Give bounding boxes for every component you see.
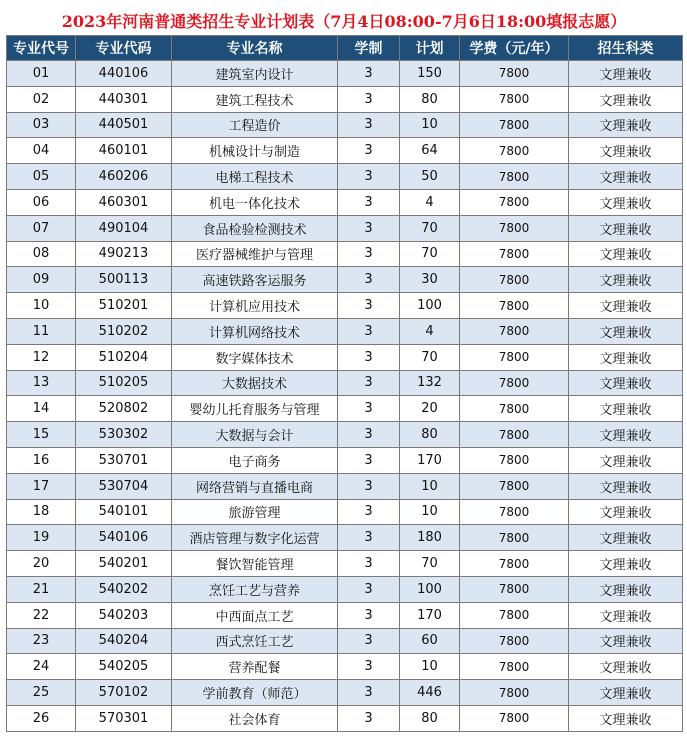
major-code-cell: 510202 xyxy=(76,318,172,344)
tuition-cell: 7800 xyxy=(460,473,569,499)
tuition-cell: 7800 xyxy=(460,318,569,344)
major-code-cell: 490104 xyxy=(76,215,172,241)
plan-count-cell: 20 xyxy=(400,396,460,422)
plan-count-cell: 50 xyxy=(400,164,460,190)
major-number-cell: 21 xyxy=(7,576,76,602)
table-row xyxy=(7,628,683,654)
major-code-cell: 490213 xyxy=(76,241,172,267)
category-cell: 文理兼收 xyxy=(569,447,683,473)
category-cell: 文理兼收 xyxy=(569,628,683,654)
major-number-cell: 19 xyxy=(7,525,76,551)
category-cell: 文理兼收 xyxy=(569,370,683,396)
major-number-cell: 11 xyxy=(7,318,76,344)
major-name-cell: 工程造价 xyxy=(172,112,338,138)
major-code-cell: 570102 xyxy=(76,680,172,706)
plan-count-cell: 70 xyxy=(400,241,460,267)
category-cell: 文理兼收 xyxy=(569,267,683,293)
major-number-cell: 17 xyxy=(7,473,76,499)
duration-cell: 3 xyxy=(338,576,400,602)
duration-cell: 3 xyxy=(338,473,400,499)
plan-count-cell: 60 xyxy=(400,628,460,654)
header-category: 招生科类 xyxy=(569,36,683,61)
duration-cell: 3 xyxy=(338,551,400,577)
plan-count-cell: 70 xyxy=(400,215,460,241)
major-number-cell: 01 xyxy=(7,61,76,87)
major-name-cell: 学前教育（师范） xyxy=(172,680,338,706)
duration-cell: 3 xyxy=(338,680,400,706)
category-cell: 文理兼收 xyxy=(569,86,683,112)
major-name-cell: 机电一体化技术 xyxy=(172,189,338,215)
plan-count-cell: 10 xyxy=(400,112,460,138)
major-name-cell: 食品检验检测技术 xyxy=(172,215,338,241)
tuition-cell: 7800 xyxy=(460,654,569,680)
major-name-cell: 社会体育 xyxy=(172,705,338,731)
tuition-cell: 7800 xyxy=(460,164,569,190)
duration-cell: 3 xyxy=(338,189,400,215)
major-name-cell: 餐饮智能管理 xyxy=(172,551,338,577)
major-code-cell: 440501 xyxy=(76,112,172,138)
major-code-cell: 540201 xyxy=(76,551,172,577)
plan-count-cell: 64 xyxy=(400,138,460,164)
tuition-cell: 7800 xyxy=(460,189,569,215)
major-name-cell: 网络营销与直播电商 xyxy=(172,473,338,499)
duration-cell: 3 xyxy=(338,267,400,293)
table-row xyxy=(7,680,683,706)
major-name-cell: 机械设计与制造 xyxy=(172,138,338,164)
tuition-cell: 7800 xyxy=(460,138,569,164)
major-name-cell: 计算机应用技术 xyxy=(172,293,338,319)
table-body xyxy=(7,61,683,732)
duration-cell: 3 xyxy=(338,138,400,164)
tuition-cell: 7800 xyxy=(460,628,569,654)
duration-cell: 3 xyxy=(338,112,400,138)
table-row xyxy=(7,705,683,731)
major-code-cell: 440301 xyxy=(76,86,172,112)
table-row xyxy=(7,473,683,499)
major-number-cell: 22 xyxy=(7,602,76,628)
table-row xyxy=(7,164,683,190)
tuition-cell: 7800 xyxy=(460,86,569,112)
tuition-cell: 7800 xyxy=(460,576,569,602)
table-row xyxy=(7,215,683,241)
major-code-cell: 530302 xyxy=(76,422,172,448)
tuition-cell: 7800 xyxy=(460,422,569,448)
plan-count-cell: 80 xyxy=(400,86,460,112)
major-name-cell: 烹饪工艺与营养 xyxy=(172,576,338,602)
major-name-cell: 大数据技术 xyxy=(172,370,338,396)
major-name-cell: 高速铁路客运服务 xyxy=(172,267,338,293)
duration-cell: 3 xyxy=(338,293,400,319)
category-cell: 文理兼收 xyxy=(569,215,683,241)
major-code-cell: 530701 xyxy=(76,447,172,473)
table-title: 2023年河南普通类招生专业计划表（7月4日08:00-7月6日18:00填报志愿） xyxy=(61,12,627,31)
major-name-cell: 旅游管理 xyxy=(172,499,338,525)
table-header xyxy=(7,36,683,61)
category-cell: 文理兼收 xyxy=(569,318,683,344)
table-row xyxy=(7,241,683,267)
table-row xyxy=(7,318,683,344)
plan-count-cell: 10 xyxy=(400,654,460,680)
tuition-cell: 7800 xyxy=(460,447,569,473)
table-row xyxy=(7,525,683,551)
category-cell: 文理兼收 xyxy=(569,293,683,319)
major-name-cell: 建筑工程技术 xyxy=(172,86,338,112)
major-number-cell: 02 xyxy=(7,86,76,112)
major-number-cell: 20 xyxy=(7,551,76,577)
duration-cell: 3 xyxy=(338,654,400,680)
duration-cell: 3 xyxy=(338,318,400,344)
plan-count-cell: 4 xyxy=(400,189,460,215)
major-number-cell: 09 xyxy=(7,267,76,293)
major-code-cell: 540204 xyxy=(76,628,172,654)
major-name-cell: 电子商务 xyxy=(172,447,338,473)
category-cell: 文理兼收 xyxy=(569,422,683,448)
duration-cell: 3 xyxy=(338,241,400,267)
tuition-cell: 7800 xyxy=(460,112,569,138)
table-row xyxy=(7,189,683,215)
plan-count-cell: 80 xyxy=(400,705,460,731)
major-code-cell: 540202 xyxy=(76,576,172,602)
header-plan: 计划 xyxy=(400,36,460,61)
category-cell: 文理兼收 xyxy=(569,241,683,267)
major-code-cell: 440106 xyxy=(76,61,172,87)
major-name-cell: 婴幼儿托育服务与管理 xyxy=(172,396,338,422)
major-name-cell: 数字媒体技术 xyxy=(172,344,338,370)
tuition-cell: 7800 xyxy=(460,61,569,87)
major-code-cell: 510205 xyxy=(76,370,172,396)
category-cell: 文理兼收 xyxy=(569,189,683,215)
major-code-cell: 460206 xyxy=(76,164,172,190)
major-name-cell: 酒店管理与数字化运营 xyxy=(172,525,338,551)
category-cell: 文理兼收 xyxy=(569,61,683,87)
category-cell: 文理兼收 xyxy=(569,138,683,164)
major-code-cell: 540203 xyxy=(76,602,172,628)
table-row xyxy=(7,138,683,164)
tuition-cell: 7800 xyxy=(460,499,569,525)
plan-count-cell: 30 xyxy=(400,267,460,293)
table-row xyxy=(7,293,683,319)
tuition-cell: 7800 xyxy=(460,344,569,370)
major-name-cell: 医疗器械维护与管理 xyxy=(172,241,338,267)
category-cell: 文理兼收 xyxy=(569,112,683,138)
major-number-cell: 04 xyxy=(7,138,76,164)
major-code-cell: 570301 xyxy=(76,705,172,731)
duration-cell: 3 xyxy=(338,447,400,473)
major-number-cell: 08 xyxy=(7,241,76,267)
duration-cell: 3 xyxy=(338,344,400,370)
table-row xyxy=(7,61,683,87)
category-cell: 文理兼收 xyxy=(569,551,683,577)
plan-count-cell: 150 xyxy=(400,61,460,87)
table-row xyxy=(7,654,683,680)
major-code-cell: 510201 xyxy=(76,293,172,319)
category-cell: 文理兼收 xyxy=(569,602,683,628)
major-name-cell: 大数据与会计 xyxy=(172,422,338,448)
duration-cell: 3 xyxy=(338,422,400,448)
major-name-cell: 西式烹饪工艺 xyxy=(172,628,338,654)
major-code-cell: 510204 xyxy=(76,344,172,370)
plan-count-cell: 100 xyxy=(400,576,460,602)
plan-count-cell: 170 xyxy=(400,602,460,628)
header-tuition: 学费（元/年） xyxy=(460,36,569,61)
tuition-cell: 7800 xyxy=(460,525,569,551)
table-row xyxy=(7,86,683,112)
plan-count-cell: 10 xyxy=(400,473,460,499)
enrollment-plan-table xyxy=(6,35,683,732)
tuition-cell: 7800 xyxy=(460,396,569,422)
major-name-cell: 电梯工程技术 xyxy=(172,164,338,190)
major-name-cell: 中西面点工艺 xyxy=(172,602,338,628)
major-code-cell: 540106 xyxy=(76,525,172,551)
major-code-cell: 460101 xyxy=(76,138,172,164)
major-number-cell: 10 xyxy=(7,293,76,319)
duration-cell: 3 xyxy=(338,525,400,551)
table-row xyxy=(7,576,683,602)
major-name-cell: 计算机网络技术 xyxy=(172,318,338,344)
major-code-cell: 530704 xyxy=(76,473,172,499)
header-major-code: 专业代码 xyxy=(76,36,172,61)
plan-count-cell: 132 xyxy=(400,370,460,396)
category-cell: 文理兼收 xyxy=(569,344,683,370)
major-code-cell: 500113 xyxy=(76,267,172,293)
plan-count-cell: 80 xyxy=(400,422,460,448)
header-major-name: 专业名称 xyxy=(172,36,338,61)
major-number-cell: 12 xyxy=(7,344,76,370)
duration-cell: 3 xyxy=(338,705,400,731)
major-number-cell: 26 xyxy=(7,705,76,731)
major-code-cell: 460301 xyxy=(76,189,172,215)
major-number-cell: 06 xyxy=(7,189,76,215)
duration-cell: 3 xyxy=(338,370,400,396)
table-row xyxy=(7,344,683,370)
plan-count-cell: 446 xyxy=(400,680,460,706)
duration-cell: 3 xyxy=(338,396,400,422)
duration-cell: 3 xyxy=(338,164,400,190)
category-cell: 文理兼收 xyxy=(569,164,683,190)
header-duration: 学制 xyxy=(338,36,400,61)
duration-cell: 3 xyxy=(338,602,400,628)
major-number-cell: 18 xyxy=(7,499,76,525)
tuition-cell: 7800 xyxy=(460,370,569,396)
major-name-cell: 营养配餐 xyxy=(172,654,338,680)
duration-cell: 3 xyxy=(338,628,400,654)
plan-count-cell: 100 xyxy=(400,293,460,319)
table-row xyxy=(7,422,683,448)
tuition-cell: 7800 xyxy=(460,680,569,706)
duration-cell: 3 xyxy=(338,61,400,87)
tuition-cell: 7800 xyxy=(460,602,569,628)
plan-count-cell: 70 xyxy=(400,551,460,577)
duration-cell: 3 xyxy=(338,499,400,525)
major-code-cell: 540101 xyxy=(76,499,172,525)
major-number-cell: 23 xyxy=(7,628,76,654)
tuition-cell: 7800 xyxy=(460,705,569,731)
category-cell: 文理兼收 xyxy=(569,396,683,422)
duration-cell: 3 xyxy=(338,86,400,112)
tuition-cell: 7800 xyxy=(460,267,569,293)
category-cell: 文理兼收 xyxy=(569,499,683,525)
table-row xyxy=(7,447,683,473)
category-cell: 文理兼收 xyxy=(569,576,683,602)
category-cell: 文理兼收 xyxy=(569,473,683,499)
category-cell: 文理兼收 xyxy=(569,680,683,706)
tuition-cell: 7800 xyxy=(460,551,569,577)
tuition-cell: 7800 xyxy=(460,215,569,241)
major-number-cell: 07 xyxy=(7,215,76,241)
table-row xyxy=(7,112,683,138)
major-number-cell: 05 xyxy=(7,164,76,190)
major-number-cell: 14 xyxy=(7,396,76,422)
category-cell: 文理兼收 xyxy=(569,654,683,680)
category-cell: 文理兼收 xyxy=(569,525,683,551)
plan-count-cell: 70 xyxy=(400,344,460,370)
major-number-cell: 13 xyxy=(7,370,76,396)
category-cell: 文理兼收 xyxy=(569,705,683,731)
duration-cell: 3 xyxy=(338,215,400,241)
tuition-cell: 7800 xyxy=(460,241,569,267)
major-number-cell: 15 xyxy=(7,422,76,448)
table-row xyxy=(7,602,683,628)
plan-count-cell: 10 xyxy=(400,499,460,525)
major-code-cell: 540205 xyxy=(76,654,172,680)
enrollment-plan-sheet xyxy=(6,9,682,732)
table-row xyxy=(7,499,683,525)
major-code-cell: 520802 xyxy=(76,396,172,422)
major-number-cell: 03 xyxy=(7,112,76,138)
header-row xyxy=(7,36,683,61)
table-row xyxy=(7,396,683,422)
table-row xyxy=(7,551,683,577)
header-major-number: 专业代号 xyxy=(7,36,76,61)
plan-count-cell: 4 xyxy=(400,318,460,344)
plan-count-cell: 170 xyxy=(400,447,460,473)
tuition-cell: 7800 xyxy=(460,293,569,319)
table-row xyxy=(7,267,683,293)
major-number-cell: 25 xyxy=(7,680,76,706)
major-name-cell: 建筑室内设计 xyxy=(172,61,338,87)
major-number-cell: 16 xyxy=(7,447,76,473)
table-row xyxy=(7,370,683,396)
major-number-cell: 24 xyxy=(7,654,76,680)
plan-count-cell: 180 xyxy=(400,525,460,551)
